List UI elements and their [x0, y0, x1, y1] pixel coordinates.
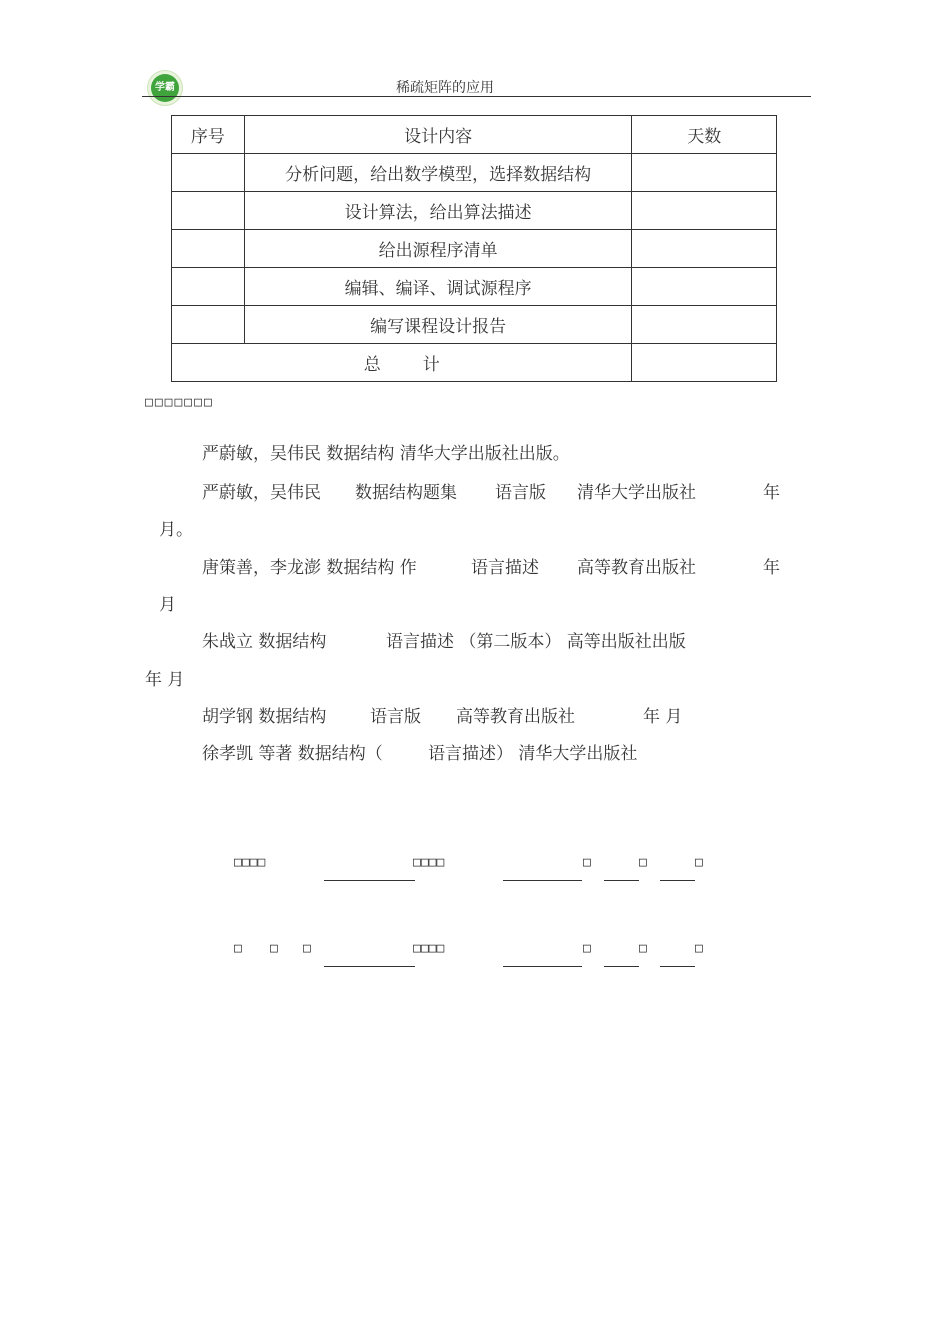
cell-content: 编辑、编译、调试源程序: [244, 268, 632, 306]
date-line-day-2: [660, 966, 695, 967]
date-day-label-2: □: [695, 941, 703, 956]
cell-days: [632, 306, 777, 344]
cell-days: [632, 154, 777, 192]
reference-3-authors: 唐策善，李龙澎 数据结构 作: [202, 558, 417, 578]
reference-6-authors: 徐孝凯 等著 数据结构（: [202, 744, 383, 764]
signature-line-2: [503, 880, 582, 881]
signature-label-3c: □: [303, 941, 311, 956]
reference-2-edition: 语言版: [495, 483, 546, 503]
date-line-month: [604, 880, 639, 881]
signature-line-3: [324, 966, 415, 967]
table-row: [172, 192, 777, 230]
date-year-label-2: □: [583, 941, 591, 956]
total-label-2: 计: [422, 355, 440, 375]
cell-no: [172, 230, 245, 268]
logo-text: 学霸: [151, 74, 179, 102]
reference-1: 严蔚敏，吴伟民 数据结构 清华大学出版社出版。: [202, 444, 570, 464]
signature-label-3b: □: [270, 941, 278, 956]
reference-3-month: 月: [159, 595, 176, 615]
schedule-table: [171, 115, 777, 382]
reference-2-year: 年: [763, 483, 780, 503]
cell-content: 编写课程设计报告: [244, 306, 632, 344]
total-label-1: 总: [363, 355, 381, 375]
signature-line-1: [324, 880, 415, 881]
reference-4-authors: 朱战立 数据结构: [202, 632, 327, 652]
reference-3-publisher: 高等教育出版社: [577, 558, 696, 578]
table-row: [172, 306, 777, 344]
signature-label-3a: □: [234, 941, 242, 956]
references-heading: □□□□□□□: [145, 395, 214, 410]
logo: [147, 70, 183, 106]
cell-no: [172, 306, 245, 344]
cell-no: [172, 268, 245, 306]
reference-5-publisher: 高等教育出版社: [456, 707, 575, 727]
header-cell-content: 设计内容: [244, 116, 632, 154]
table-header-row: [172, 116, 777, 154]
total-label-cell: [172, 344, 632, 382]
cell-content: 设计算法，给出算法描述: [244, 192, 632, 230]
date-month-label: □: [639, 855, 647, 870]
cell-days: [632, 268, 777, 306]
reference-5-edition: 语言版: [370, 707, 421, 727]
reference-2-month: 月。: [159, 520, 193, 540]
header-cell-no: 序号: [172, 116, 245, 154]
signature-label-2: □□□□: [413, 855, 445, 870]
reference-3-desc: 语言描述: [471, 558, 539, 578]
cell-no: [172, 154, 245, 192]
table-row: [172, 230, 777, 268]
cell-content: 分析问题，给出数学模型，选择数据结构: [244, 154, 632, 192]
table-row: [172, 268, 777, 306]
reference-3-year: 年: [763, 558, 780, 578]
reference-6-details: 语言描述） 清华大学出版社: [428, 744, 638, 764]
date-month-label-2: □: [639, 941, 647, 956]
date-year-label: □: [583, 855, 591, 870]
header-cell-days: 天数: [632, 116, 777, 154]
reference-4-details: 语言描述 （第二版本） 高等出版社出版: [386, 632, 686, 652]
date-day-label: □: [695, 855, 703, 870]
date-line-day: [660, 880, 695, 881]
reference-5-authors: 胡学钢 数据结构: [202, 707, 327, 727]
reference-2-authors: 严蔚敏，吴伟民: [202, 483, 321, 503]
cell-days: [632, 230, 777, 268]
total-days-cell: [632, 344, 777, 382]
cell-content: 给出源程序清单: [244, 230, 632, 268]
reference-2-publisher: 清华大学出版社: [577, 483, 696, 503]
signature-line-4: [503, 966, 582, 967]
reference-2-title: 数据结构题集: [355, 483, 457, 503]
reference-4-date: 年 月: [145, 670, 185, 690]
header-divider: [142, 96, 811, 97]
date-line-month-2: [604, 966, 639, 967]
cell-days: [632, 192, 777, 230]
signature-label-1: □□□□: [234, 855, 266, 870]
reference-5-date: 年 月: [643, 707, 683, 727]
signature-label-4: □□□□: [413, 941, 445, 956]
table-total-row: [172, 344, 777, 382]
cell-no: [172, 192, 245, 230]
table-row: [172, 154, 777, 192]
page-header-title: 稀疏矩阵的应用: [396, 80, 494, 96]
